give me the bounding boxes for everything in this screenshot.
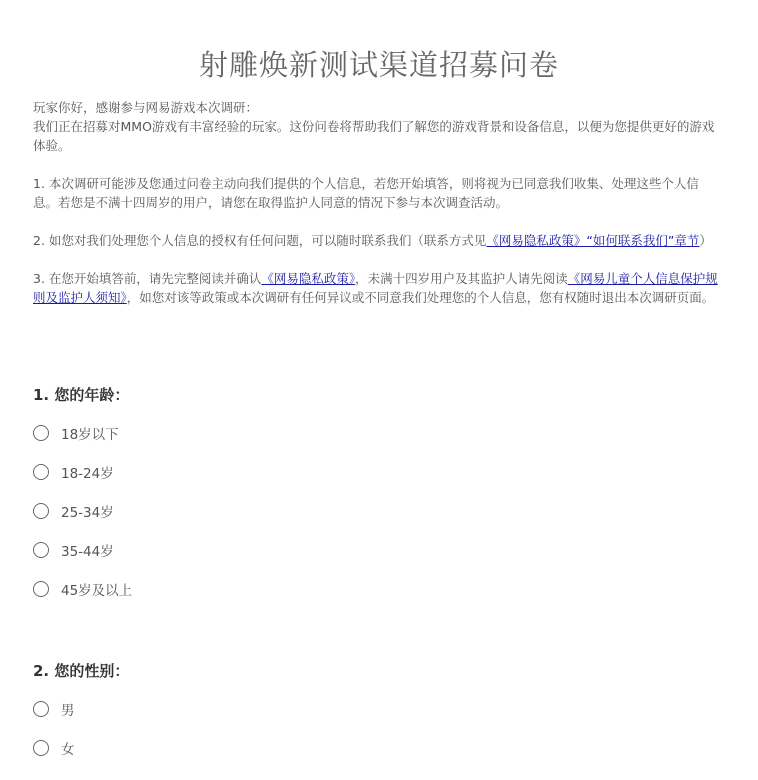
option-label: 35-44岁	[61, 544, 114, 560]
question-2-option-2[interactable]	[33, 736, 75, 760]
question-1-title: 1. 您的年龄：	[33, 386, 130, 404]
intro-item-2-prefix: 2. 如您对我们处理您个人信息的授权有任何问题，可以随时联系我们（联系方式见	[33, 233, 487, 248]
privacy-contact-link[interactable]: 《网易隐私政策》“如何联系我们”章节	[486, 233, 700, 248]
intro-description: 我们正在招募对MMO游戏有丰富经验的玩家。这份问卷将帮助我们了解您的游戏背景和设备信息，以便为您提供更好的游戏体验。	[33, 119, 715, 153]
option-label: 25-34岁	[61, 505, 114, 521]
intro-item-3-prefix: 3. 在您开始填答前，请先完整阅读并确认	[33, 271, 262, 286]
option-label: 18-24岁	[61, 466, 114, 482]
intro-section	[33, 98, 719, 307]
option-label: 女	[61, 742, 75, 758]
radio-button[interactable]	[33, 701, 49, 717]
option-label: 45岁及以上	[61, 583, 133, 599]
option-label: 18岁以下	[61, 427, 119, 443]
question-1-option-2[interactable]	[33, 460, 114, 484]
question-1-option-5[interactable]	[33, 577, 132, 601]
intro-item-3-mid: ，未满十四岁用户及其监护人请先阅读	[355, 271, 568, 286]
page-title: 射雕焕新测试渠道招募问卷	[198, 48, 559, 83]
intro-greeting: 玩家你好，感谢参与网易游戏本次调研：	[33, 100, 259, 115]
intro-item-3-suffix: ，如您对该等政策或本次调研有任何异议或不同意我们处理您的个人信息，您有权随时退出本次调研页面。	[126, 290, 715, 305]
radio-button[interactable]	[33, 464, 49, 480]
radio-button[interactable]	[33, 542, 49, 558]
radio-button[interactable]	[33, 425, 49, 441]
intro-item-2	[33, 231, 719, 250]
question-2-title: 2. 您的性别：	[33, 662, 130, 680]
radio-button[interactable]	[33, 740, 49, 756]
question-1-option-4[interactable]	[33, 538, 114, 562]
privacy-policy-link[interactable]: 《网易隐私政策》	[261, 271, 356, 286]
question-1-option-3[interactable]	[33, 499, 114, 523]
intro-item-1: 1. 本次调研可能涉及您通过问卷主动向我们提供的个人信息，若您开始填答，则将视为已同意我们收集、处理这些个人信息。若您是不满十四周岁的用户，请您在取得监护人同意的情况下参与本次调查活动。	[33, 176, 699, 210]
radio-button[interactable]	[33, 581, 49, 597]
question-1-option-1[interactable]	[33, 421, 119, 445]
intro-item-2-suffix: ）	[699, 233, 712, 248]
intro-item-3	[33, 269, 719, 307]
radio-button[interactable]	[33, 503, 49, 519]
option-label: 男	[61, 703, 75, 719]
child-privacy-link[interactable]: 《网易儿童个人信息保护规则及监护人须知》	[33, 271, 718, 305]
question-2-option-1[interactable]	[33, 697, 75, 721]
